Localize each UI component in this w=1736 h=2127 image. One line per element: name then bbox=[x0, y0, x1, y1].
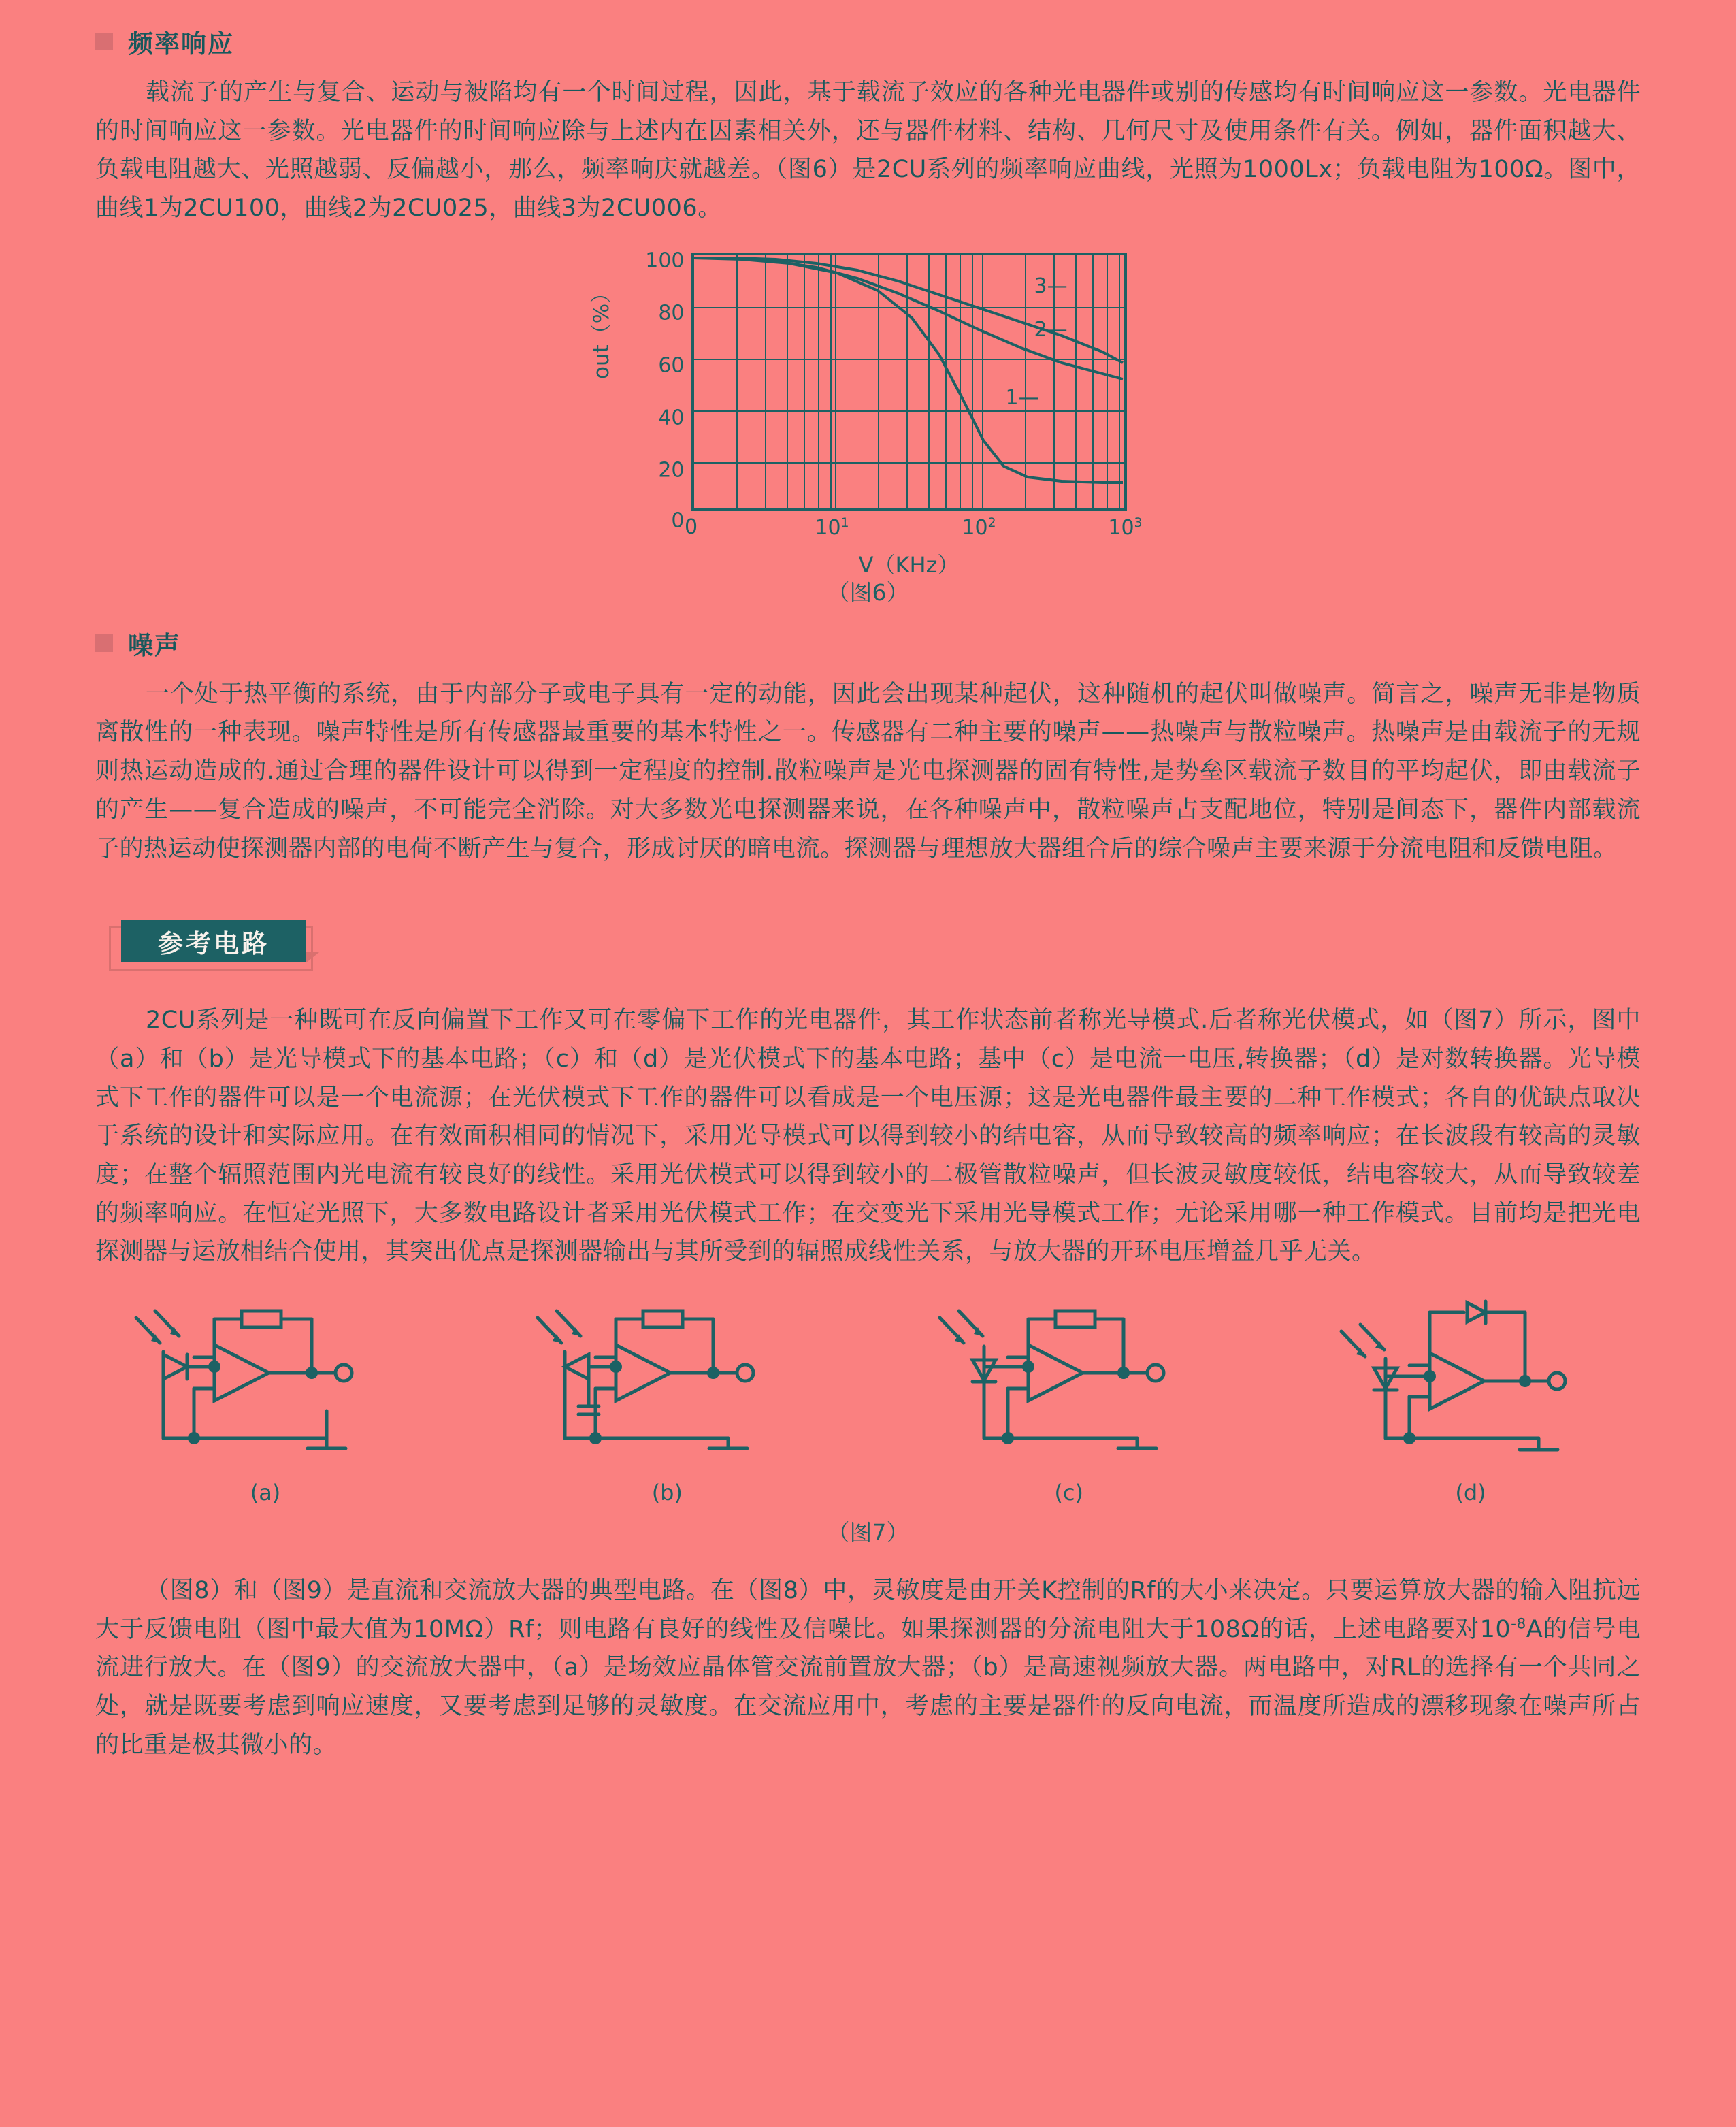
section-heading-noise bbox=[95, 625, 1641, 662]
section-heading-frequency-response bbox=[95, 23, 1641, 60]
circuit-a-caption: (a) bbox=[250, 1480, 281, 1506]
circuit-d-caption: (d) bbox=[1455, 1480, 1486, 1506]
chart-x-tick-10e1: $10^1$ bbox=[815, 515, 849, 540]
document-page bbox=[0, 23, 1736, 2127]
paragraph-reference-circuit: 2CU系列是一种既可在反向偏置下工作又可在零偏下工作的光电器件，其工作状态前者称光导模式.后者称光伏模式，如（图7）所示，图中（a）和（b）是光导模式下的基本电路；（c）和（d）是光伏模式下的基本电路；基中（c）是电流一电压,转换器；（d）是对数转换器。光导模式下工作的器件可以是一个电流源；在光伏模式下工作的器件可以看成是一个电压源；这是光电器件最主要的二种工作模式；各自的优缺点取决于系统的设计和实际应用。在有效面积相同的情况下，采用光导模式可以得到较小的结电容，从而导致较高的频率响应；在长波段有较高的灵敏度；在整个辐照范围内光电流有较良好的线性。采用光伏模式可以得到较小的二极管散粒噪声，但长波灵敏度较低，结电容较大，从而导致较差的频率响应。在恒定光照下，大多数电路设计者采用光伏模式工作；在交变光下采用光导模式工作；无论采用哪一种工作模式。目前均是把光电探测器与运放相结合使用，其突出优点是探测器输出与其所受到的辐照成线性关系，与放大器的开环电压增益几乎无关。 bbox=[95, 1007, 1641, 1266]
chart-y-axis-label: out（%） bbox=[589, 282, 614, 379]
chart-plot-area bbox=[691, 253, 1127, 511]
curve-label-1: 1— bbox=[1005, 385, 1039, 410]
circuit-d-diagram bbox=[1328, 1292, 1614, 1469]
chart-y-tick-80: 80 bbox=[658, 301, 685, 325]
frequency-response-chart bbox=[589, 243, 1143, 578]
chart-x-tick-10e3: $10^3$ bbox=[1108, 515, 1143, 540]
circuit-d bbox=[1328, 1292, 1614, 1506]
circuit-c bbox=[926, 1292, 1212, 1506]
curve-label-3: 3— bbox=[1034, 274, 1068, 298]
curve-label-2: 2— bbox=[1034, 317, 1068, 342]
circuit-b bbox=[524, 1292, 810, 1506]
chart-x-axis-label: V（KHz） bbox=[858, 551, 960, 578]
chart-x-tick-10e2: $10^2$ bbox=[962, 515, 996, 540]
circuit-b-caption: (b) bbox=[651, 1480, 683, 1506]
chart-y-tick-0: 0 bbox=[671, 508, 685, 533]
square-bullet-icon bbox=[95, 33, 113, 50]
chart-y-tick-100: 100 bbox=[645, 248, 685, 273]
paragraph-amplifier-circuits bbox=[95, 1572, 1641, 1764]
paragraph-noise: 一个处于热平衡的系统，由于内部分子或电子具有一定的动能，因此会出现某种起伏，这种随机的起伏叫做噪声。简言之，噪声无非是物质离散性的一种表现。噪声特性是所有传感器最重要的基本特性之一。传感器有二种主要的噪声——热噪声与散粒噪声。热噪声是由载流子的无规则热运动造成的.通过合理的器件设计可以得到一定程度的控制.散粒噪声是光电探测器的固有特性,是势垒区载流子数目的平均起伏，即由载流子的产生——复合造成的噪声，不可能完全消除。对大多数光电探测器来说，在各种噪声中，散粒噪声占支配地位，特别是间态下，器件内部载流子的热运动使探测器内部的电荷不断产生与复合，形成讨厌的暗电流。探测器与理想放大器组合后的综合噪声主要来源于分流电阻和反馈电阻。 bbox=[95, 680, 1641, 862]
ribbon-reference-circuit bbox=[109, 926, 333, 971]
paragraph-frequency-response: 载流子的产生与复合、运动与被陷均有一个时间过程，因此，基于载流子效应的各种光电器件或别的传感均有时间响应这一参数。光电器件的时间响应这一参数。光电器件的时间响应除与上述内在因素相关外，还与器件材料、结构、几何尺寸及使用条件有关。例如，器件面积越大、负载电阻越大、光照越弱、反偏越小，那么，频率响庆就越差。（图6）是2CU系列的频率响应曲线，光照为1000Lx；负载电阻为100Ω。图中，曲线1为2CU100，曲线2为2CU025，曲线3为2CU006。 bbox=[95, 79, 1641, 223]
chart-y-tick-40: 40 bbox=[658, 406, 685, 430]
chart-y-tick-60: 60 bbox=[658, 353, 685, 378]
ribbon-title: 参考电路 bbox=[121, 920, 306, 962]
chart-x-tick-0: 0 bbox=[684, 515, 698, 539]
paragraph-amplifier-pre: （图8）和（图9）是直流和交流放大器的典型电路。在（图8）中，灵敏度是由开关K控制的Rf的大小来决定。只要运算放大器的输入阻抗远大于反馈电阻（图中最大值为10MΩ）Rf；则电路有良好的线性及信噪比。如果探测器的分流电阻大于108Ω的话，上述电路要对10 bbox=[95, 1577, 1641, 1643]
section-heading-label: 噪声 bbox=[128, 630, 181, 660]
figure-7-circuits bbox=[95, 1292, 1641, 1506]
figure-6 bbox=[95, 228, 1641, 607]
section-heading-label: 频率响应 bbox=[128, 29, 234, 59]
chart-y-tick-20: 20 bbox=[658, 458, 685, 483]
circuit-a-diagram bbox=[122, 1292, 408, 1469]
circuit-c-caption: (c) bbox=[1054, 1480, 1083, 1506]
circuit-b-diagram bbox=[524, 1292, 810, 1469]
ribbon-tail bbox=[306, 952, 319, 963]
figure-6-caption: （图6） bbox=[827, 579, 909, 606]
circuit-c-diagram bbox=[926, 1292, 1212, 1469]
paragraph-amplifier-post: A的信号电流进行放大。在（图9）的交流放大器中，（a）是场效应晶体管交流前置放大器；（b）是高速视频放大器。两电路中，对RL的选择有一个共同之处，就是既要考虑到响应速度，又要考虑到足够的灵敏度。在交流应用中，考虑的主要是器件的反向电流，而温度所造成的漂移现象在噪声所占的比重是极其微小的。 bbox=[95, 1615, 1641, 1759]
circuit-a bbox=[122, 1292, 408, 1506]
exponent-minus-8: -8 bbox=[1511, 1615, 1526, 1633]
figure-7-caption: （图7） bbox=[827, 1519, 909, 1546]
square-bullet-icon bbox=[95, 634, 113, 652]
